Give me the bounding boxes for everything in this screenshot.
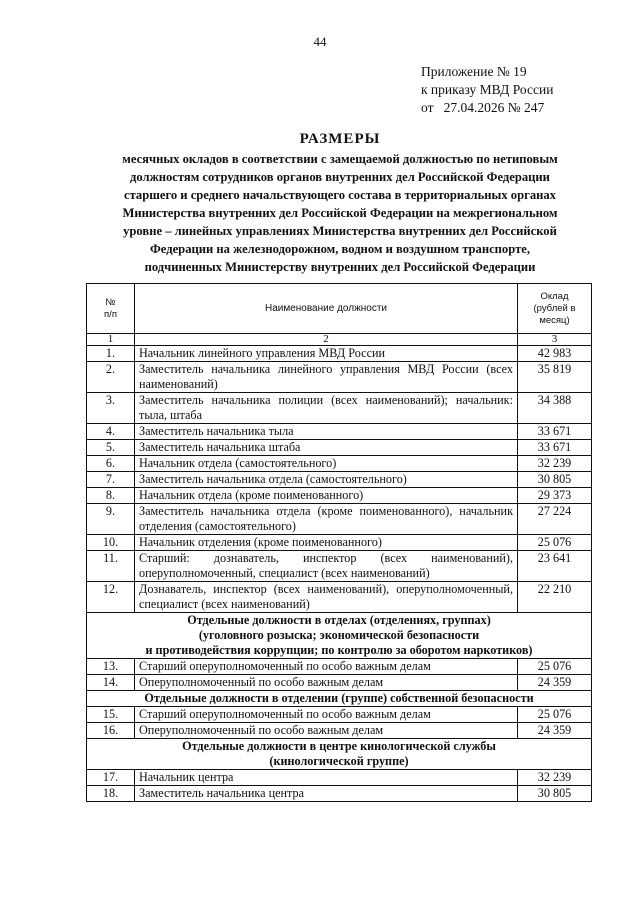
table-row [87,582,592,613]
section-header [87,739,592,770]
position-name: Начальник отделения (кроме поименованного) [135,535,518,551]
subtitle-line: старшего и среднего начальствующего состава в территориальных органах [124,188,556,202]
section-line: (кинологической группе) [269,754,409,768]
table-body [87,334,592,802]
salary-value: 22 210 [518,582,592,613]
position-name: Заместитель начальника отдела (кроме поименованного), начальник отделения (самостоятельного) [135,504,518,535]
position-name: Оперуполномоченный по особо важным делам [135,723,518,739]
table-row [87,456,592,472]
table-row [87,535,592,551]
table-row [87,504,592,535]
salary-value: 25 076 [518,707,592,723]
section-header [87,613,592,659]
subtitle-line: Федерации на железнодорожном, водном и воздушном транспорте, [149,242,530,256]
row-number: 6. [87,456,135,472]
row-number: 14. [87,675,135,691]
position-name: Дознаватель, инспектор (всех наименований), оперуполномоченный, специалист (всех наименований) [135,582,518,613]
table-row [87,786,592,802]
position-name: Заместитель начальника отдела (самостоятельного) [135,472,518,488]
salary-value: 34 388 [518,393,592,424]
section-header-row [87,739,592,770]
column-index: 1 [87,334,135,346]
table-row [87,770,592,786]
header-number-line: № [105,296,116,308]
header-salary [518,284,592,334]
header-salary-line: Оклад [540,290,569,302]
salary-value: 29 373 [518,488,592,504]
section-line: и противодействия коррупции; по контролю за оборотом наркотиков) [145,643,533,657]
salary-value: 24 359 [518,723,592,739]
subtitle-line: месячных окладов в соответствии с замещаемой должностью по нетиповым [122,152,558,166]
row-number: 16. [87,723,135,739]
table-row [87,362,592,393]
row-number: 1. [87,346,135,362]
appendix-header [421,63,553,117]
subtitle-line: должностям сотрудников органов внутренних дел Российской Федерации [130,170,550,184]
row-number: 15. [87,707,135,723]
row-number: 8. [87,488,135,504]
row-number: 4. [87,424,135,440]
document-subtitle [60,150,620,276]
table-row [87,707,592,723]
table-row [87,488,592,504]
date-number: 27.04.2026 № 247 [443,100,545,115]
salary-value: 25 076 [518,659,592,675]
position-name: Старший оперуполномоченный по особо важным делам [135,707,518,723]
row-number: 9. [87,504,135,535]
column-index: 2 [135,334,518,346]
salary-value: 27 224 [518,504,592,535]
row-number: 12. [87,582,135,613]
position-name: Заместитель начальника центра [135,786,518,802]
date-prefix: от [421,100,434,115]
salary-value: 30 805 [518,786,592,802]
row-number: 10. [87,535,135,551]
row-number: 3. [87,393,135,424]
column-index-row [87,334,592,346]
section-header-row [87,613,592,659]
section-header-row [87,691,592,707]
table-row [87,551,592,582]
subtitle-line: уровне – линейных управлениях Министерства внутренних дел Российской [123,224,557,238]
section-header [87,691,592,707]
header-salary-line: (рублей в [533,302,576,314]
table-row [87,675,592,691]
appendix-order: к приказу МВД России [421,82,554,97]
position-name: Заместитель начальника штаба [135,440,518,456]
section-line: (уголовного розыска; экономической безопасности [198,628,480,642]
section-line: Отдельные должности в отделах (отделениях, группах) [187,613,491,627]
salary-value: 24 359 [518,675,592,691]
table-row [87,346,592,362]
row-number: 11. [87,551,135,582]
row-number: 13. [87,659,135,675]
position-name: Заместитель начальника линейного управления МВД России (всех наименований) [135,362,518,393]
position-name: Старший: дознаватель, инспектор (всех наименований), оперуполномоченный, специалист (всех наименований) [135,551,518,582]
title-block [60,130,620,276]
table-row [87,424,592,440]
salary-value: 30 805 [518,472,592,488]
header-number-line: п/п [104,308,117,320]
table-row [87,723,592,739]
appendix-date [421,99,553,117]
salary-value: 25 076 [518,535,592,551]
position-name: Начальник отдела (кроме поименованного) [135,488,518,504]
row-number: 5. [87,440,135,456]
subtitle-line: подчиненных Министерству внутренних дел Российской Федерации [144,260,536,274]
document-title: РАЗМЕРЫ [299,131,381,147]
appendix-number: Приложение № 19 [421,64,527,79]
header-salary-line: месяц) [539,314,570,326]
position-name: Заместитель начальника полиции (всех наименований); начальник: тыла, штаба [135,393,518,424]
salary-value: 42 983 [518,346,592,362]
salary-value: 32 239 [518,770,592,786]
table-row [87,440,592,456]
position-name: Заместитель начальника тыла [135,424,518,440]
subtitle-line: Министерства внутренних дел Российской Федерации на межрегиональном [122,206,558,220]
table-row [87,659,592,675]
section-line: Отдельные должности в центре кинологической службы [182,739,496,753]
section-line: Отдельные должности в отделении (группе) собственной безопасности [144,691,534,705]
salary-value: 33 671 [518,440,592,456]
salary-value: 33 671 [518,424,592,440]
header-position-name: Наименование должности [135,284,518,334]
header-number [87,284,135,334]
row-number: 17. [87,770,135,786]
salary-value: 23 641 [518,551,592,582]
table-row [87,393,592,424]
position-name: Старший оперуполномоченный по особо важным делам [135,659,518,675]
row-number: 7. [87,472,135,488]
salary-value: 32 239 [518,456,592,472]
salary-table [86,283,592,802]
position-name: Начальник линейного управления МВД России [135,346,518,362]
row-number: 18. [87,786,135,802]
position-name: Оперуполномоченный по особо важным делам [135,675,518,691]
salary-value: 35 819 [518,362,592,393]
table-row [87,472,592,488]
table-header-row [87,284,592,334]
page-number: 44 [313,34,327,49]
position-name: Начальник центра [135,770,518,786]
row-number: 2. [87,362,135,393]
position-name: Начальник отдела (самостоятельного) [135,456,518,472]
column-index: 3 [518,334,592,346]
